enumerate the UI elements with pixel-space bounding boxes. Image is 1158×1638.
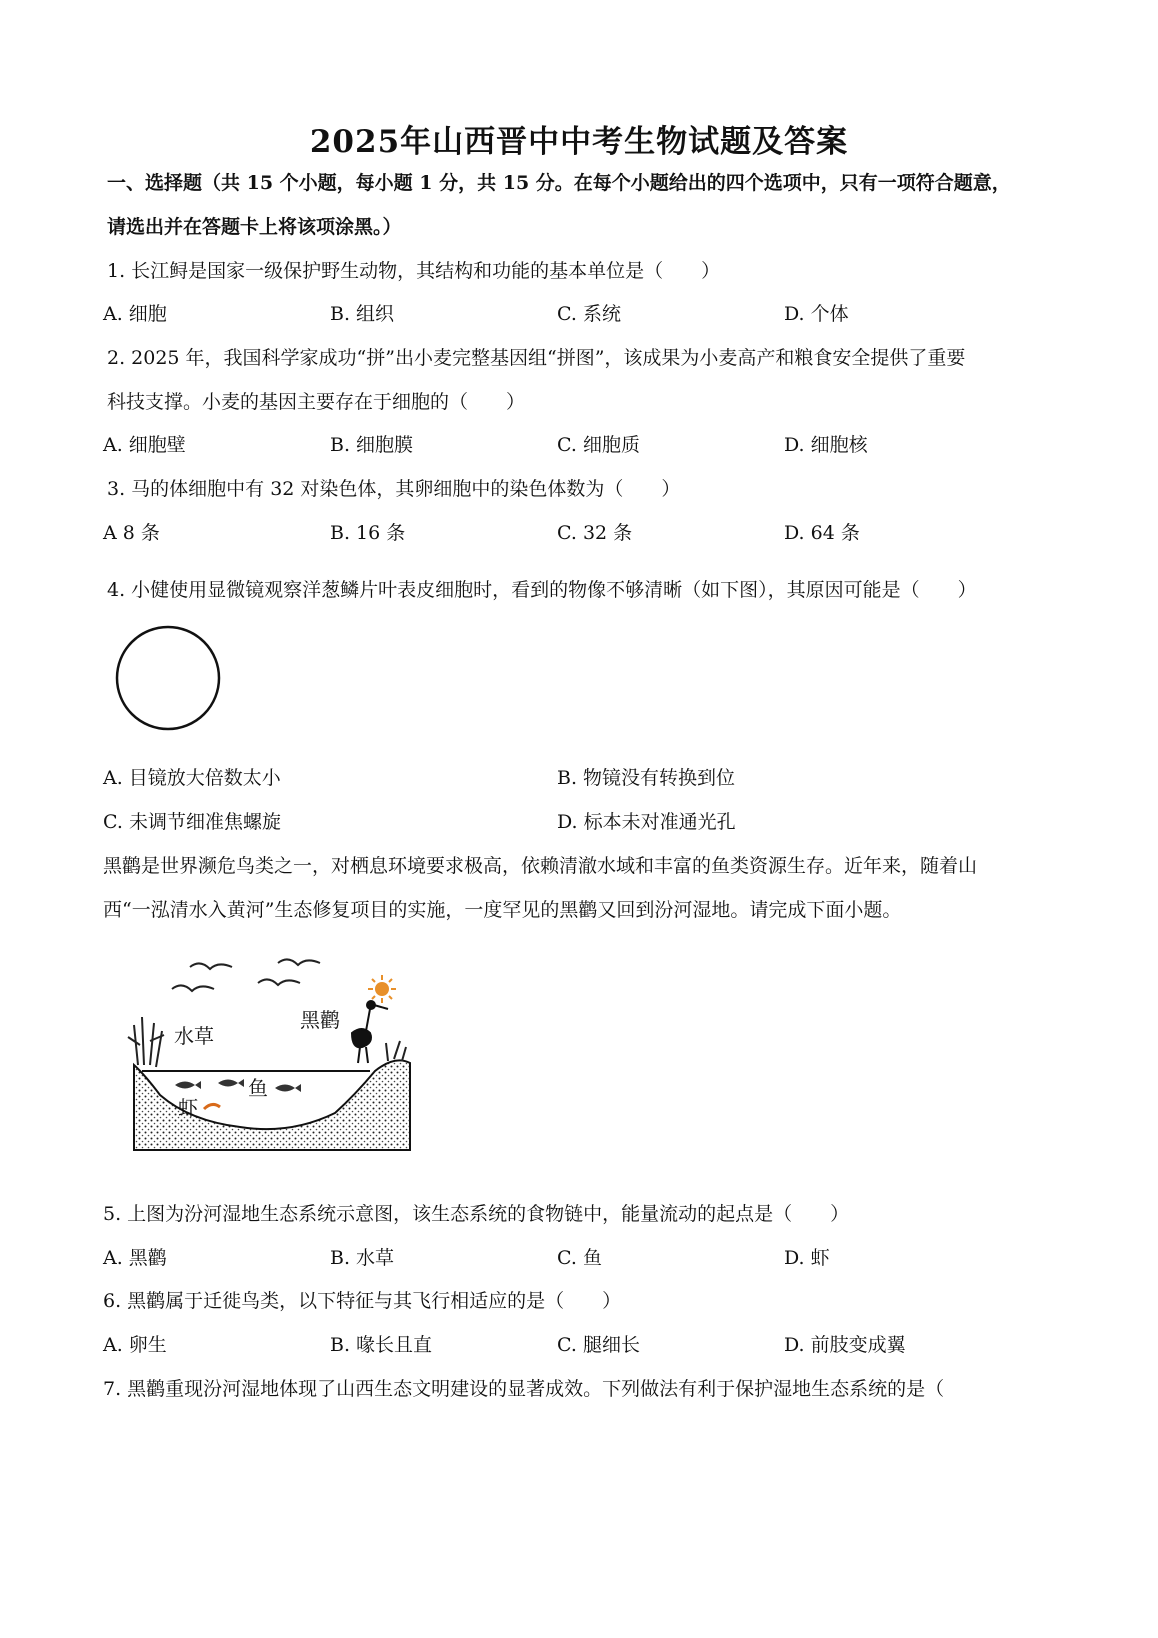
microscope-field-circle: [117, 627, 219, 729]
question-4-option-d: D. 标本未对准通光孔: [557, 811, 736, 833]
passage-line2: 西“一泓清水入黄河”生态修复项目的实施，一度罕见的黑鹳又回到汾河湿地。请完成下面小题。: [103, 899, 902, 921]
section-instruction-line2: 请选出并在答题卡上将该项涂黑。）: [107, 216, 402, 238]
page-title: 2025年山西晋中中考生物试题及答案: [309, 124, 849, 160]
pond-bank: [134, 1060, 410, 1150]
label-shrimp: 虾: [178, 1096, 198, 1120]
question-1-stem: 1. 长江鲟是国家一级保护野生动物，其结构和功能的基本单位是（ ）: [107, 260, 721, 282]
question-4-option-a: A. 目镜放大倍数太小: [103, 767, 281, 789]
question-6-option-d: D. 前肢变成翼: [784, 1334, 906, 1356]
question-5-option-d: D. 虾: [784, 1247, 830, 1269]
question-3-stem: 3. 马的体细胞中有 32 对染色体，其卵细胞中的染色体数为（ ）: [107, 478, 681, 500]
question-2-option-a: A. 细胞壁: [103, 434, 186, 456]
label-black-stork: 黑鹳: [300, 1008, 340, 1032]
question-2-option-d: D. 细胞核: [784, 434, 868, 456]
question-1-option-a: A. 细胞: [103, 303, 167, 325]
fish-icon: [175, 1079, 301, 1092]
question-2-option-c: C. 细胞质: [557, 434, 640, 456]
question-4-option-c: C. 未调节细准焦螺旋: [103, 811, 281, 833]
wetland-ecosystem-figure: [120, 945, 420, 1155]
question-6-option-a: A. 卵生: [103, 1334, 167, 1356]
water-plant-icon: [128, 1017, 164, 1067]
question-3-option-c: C. 32 条: [557, 522, 633, 544]
question-1-option-b: B. 组织: [330, 303, 395, 325]
question-6-stem: 6. 黑鹳属于迁徙鸟类，以下特征与其飞行相适应的是（ ）: [103, 1290, 622, 1312]
label-fish: 鱼: [248, 1076, 268, 1100]
question-5-option-c: C. 鱼: [557, 1247, 602, 1269]
question-4-option-b: B. 物镜没有转换到位: [557, 767, 736, 789]
black-stork-icon: [352, 1001, 388, 1063]
microscope-view-figure: [112, 622, 224, 734]
question-3-option-b: B. 16 条: [330, 522, 406, 544]
sun-icon: [368, 975, 396, 1003]
question-2-stem-line2: 科技支撑。小麦的基因主要存在于细胞的（ ）: [107, 391, 526, 413]
shrimp-icon: [204, 1104, 220, 1109]
question-6-option-b: B. 喙长且直: [330, 1334, 433, 1356]
question-4-stem: 4. 小健使用显微镜观察洋葱鳞片叶表皮细胞时，看到的物像不够清晰（如下图），其原因可能是（ ）: [107, 579, 977, 601]
question-5-option-b: B. 水草: [330, 1247, 395, 1269]
label-water-plant: 水草: [174, 1024, 214, 1048]
question-6-option-c: C. 腿细长: [557, 1334, 640, 1356]
question-2-stem-line1: 2. 2025 年，我国科学家成功“拼”出小麦完整基因组“拼图”，该成果为小麦高产和粮食安全提供了重要: [107, 347, 966, 369]
bank-grass-icon: [386, 1041, 406, 1061]
passage-line1: 黑鹳是世界濒危鸟类之一，对栖息环境要求极高，依赖清澈水域和丰富的鱼类资源生存。近年来，随着山: [103, 855, 978, 877]
flying-birds-icon: [172, 959, 320, 991]
question-3-option-a: A 8 条: [103, 522, 160, 544]
question-2-option-b: B. 细胞膜: [330, 434, 414, 456]
section-instruction-line1: 一、选择题（共 15 个小题，每小题 1 分，共 15 分。在每个小题给出的四个选项中，只有一项符合题意，: [107, 172, 1011, 194]
question-7-stem: 7. 黑鹳重现汾河湿地体现了山西生态文明建设的显著成效。下列做法有利于保护湿地生态系统的是（: [103, 1378, 945, 1400]
question-1-option-d: D. 个体: [784, 303, 849, 325]
question-3-option-d: D. 64 条: [784, 522, 860, 544]
question-5-option-a: A. 黑鹳: [103, 1247, 167, 1269]
question-1-option-c: C. 系统: [557, 303, 621, 325]
question-5-stem: 5. 上图为汾河湿地生态系统示意图，该生态系统的食物链中，能量流动的起点是（ ）: [103, 1203, 850, 1225]
